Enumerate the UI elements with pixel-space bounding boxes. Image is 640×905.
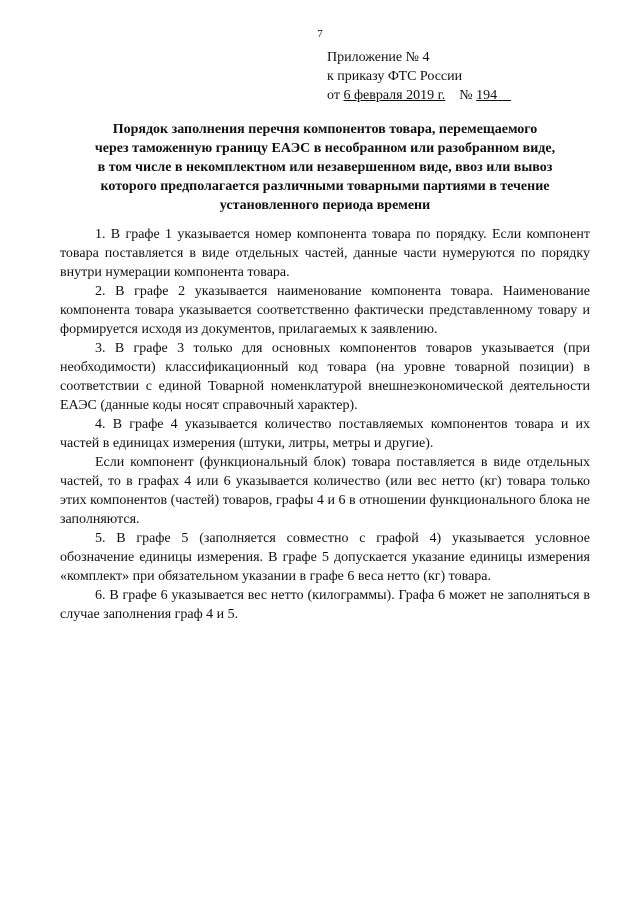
paragraph: 3. В графе 3 только для основных компонентов товаров указывается (при необходимости) классификационный код товара (на уровне товарной позиции) в соответствии с единой Товарной номенклатурой внешнеэкономической деятельности ЕАЭС (данные коды носят справочный характер).	[60, 341, 590, 413]
title-line: в том числе в некомплектном или незавершенном виде, ввоз или вывоз	[97, 160, 553, 175]
order-date: 6 февраля 2019 г.	[343, 88, 446, 103]
paragraph: 5. В графе 5 (заполняется совместно с графой 4) указывается условное обозначение единицы измерения. В графе 5 допускается указание единицы измерения «комплект» при обязательном указании в графе 6 веса нетто (кг) товара.	[60, 531, 590, 584]
document-title	[60, 120, 590, 215]
document-body	[60, 225, 590, 624]
appendix-header	[327, 48, 511, 105]
paragraph: Если компонент (функциональный блок) товара поставляется в виде отдельных частей, то в графах 4 или 6 указывается количество (или вес нетто (кг) товара только этих компонентов (частей) товаров, графы 4 и 6 в отношении функционального блока не заполняются.	[60, 455, 590, 527]
paragraph: 2. В графе 2 указывается наименование компонента товара. Наименование компонента товара указывается соответственно фактически представленному товару и формируется исходя из документов, прилагаемых к заявлению.	[60, 284, 590, 337]
title-line: которого предполагается различными товарными партиями в течение	[100, 179, 550, 194]
date-prefix: от	[327, 88, 344, 103]
order-reference: к приказу ФТС России	[327, 69, 463, 84]
page-number: 7	[317, 28, 323, 40]
title-line: через таможенную границу ЕАЭС в несобранном или разобранном виде,	[94, 141, 556, 156]
paragraph: 1. В графе 1 указывается номер компонента товара по порядку. Если компонент товара поставляется в виде отдельных частей, данные части нумеруются по порядку внутри нумерации компонента товара.	[60, 227, 590, 280]
paragraph: 6. В графе 6 указывается вес нетто (килограммы). Графа 6 может не заполняться в случае заполнения граф 4 и 5.	[60, 588, 590, 622]
title-line: установленного периода времени	[219, 198, 431, 213]
appendix-label: Приложение № 4	[327, 50, 430, 65]
paragraph: 4. В графе 4 указывается количество поставляемых компонентов товара и их частей в единицах измерения (штуки, литры, метры и другие).	[60, 417, 590, 451]
number-prefix: №	[459, 88, 477, 103]
order-date-line	[327, 86, 511, 105]
title-line: Порядок заполнения перечня компонентов товара, перемещаемого	[112, 122, 538, 137]
order-number: 194	[476, 88, 498, 103]
